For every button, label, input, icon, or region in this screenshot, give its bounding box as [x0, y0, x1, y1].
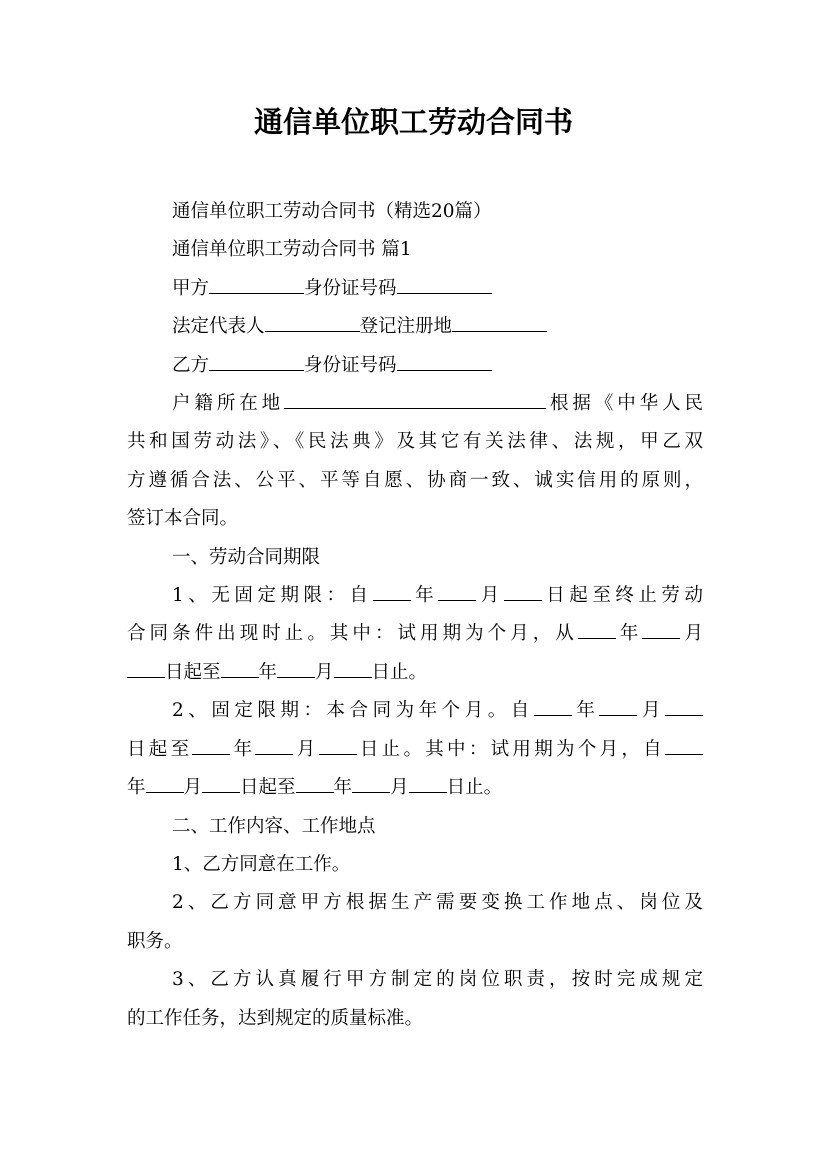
blank [296, 773, 334, 793]
work-item-3-line-1: 3、乙方认真履行甲方制定的岗位职责，按时完成规定 [172, 969, 703, 991]
clause-1-line-1: 1、无固定期限：自 年 月 日起至终止劳动 [127, 577, 703, 615]
party-b-line: 乙方 身份证号码 [127, 347, 703, 385]
blank [192, 734, 230, 754]
blank [146, 773, 184, 793]
blank [578, 619, 616, 639]
clause-2-line-2: 日起至 年 月 日止。其中：试用期为个月，自 [127, 731, 703, 769]
subtitle: 通信单位职工劳动合同书（精选20篇） [172, 201, 492, 222]
party-b-id-blank [397, 350, 492, 370]
blank [599, 696, 637, 716]
clause-2-line-3: 年 月 日起至 年 月 日止。 [127, 769, 703, 807]
heading-work-content: 二、工作内容、工作地点 [172, 815, 376, 837]
blank [665, 734, 703, 754]
blank [277, 657, 315, 677]
work-item-3-line-2: 的工作任务，达到规定的质量标准。 [127, 1007, 424, 1029]
reg-place-blank [452, 312, 547, 332]
work-item-1: 1、乙方同意在工作。 [172, 853, 351, 875]
blank [202, 773, 240, 793]
household-blank [284, 389, 546, 409]
work-item-2-line-1: 2、乙方同意甲方根据生产需要变换工作地点、岗位及 [172, 892, 703, 914]
basis-line-2: 共和国劳动法》、《民法典》及其它有关法律、法规，甲乙双 [127, 431, 703, 453]
blank [352, 773, 390, 793]
section-heading: 通信单位职工劳动合同书 篇1 [172, 239, 412, 261]
clause-1-line-3: 日起至 年 月 日止。 [127, 654, 703, 692]
clause-1-line-2: 合同条件出现时止。其中：试用期为个月，从 年 月 [127, 615, 703, 653]
blank [319, 734, 357, 754]
blank [373, 581, 411, 601]
party-a-blank [209, 273, 304, 293]
clause-2-line-1: 2、固定限期：本合同为年个月。自 年 月 [127, 692, 703, 730]
blank [534, 696, 572, 716]
party-b-blank [209, 350, 304, 370]
basis-line-4: 签订本合同。 [127, 508, 239, 530]
document-body [127, 193, 703, 1038]
blank [409, 773, 447, 793]
blank [127, 657, 165, 677]
document-title: 通信单位职工劳动合同书 [253, 105, 573, 139]
blank [255, 734, 293, 754]
basis-line-1: 户籍所在地 根据《中华人民 [127, 385, 703, 423]
blank [334, 657, 372, 677]
legal-rep-blank [265, 312, 360, 332]
party-a-id-blank [397, 273, 492, 293]
basis-line-3: 方遵循合法、公平、平等自愿、协商一致、诚实信用的原则， [127, 469, 703, 491]
blank [504, 581, 542, 601]
legal-rep-line: 法定代表人 登记注册地 [127, 308, 703, 346]
blank [642, 619, 680, 639]
blank [438, 581, 476, 601]
work-item-2-line-2: 职务。 [127, 930, 183, 952]
blank [665, 696, 703, 716]
party-a-line: 甲方 身份证号码 [127, 270, 703, 308]
blank [221, 657, 259, 677]
heading-contract-term: 一、劳动合同期限 [172, 546, 321, 568]
